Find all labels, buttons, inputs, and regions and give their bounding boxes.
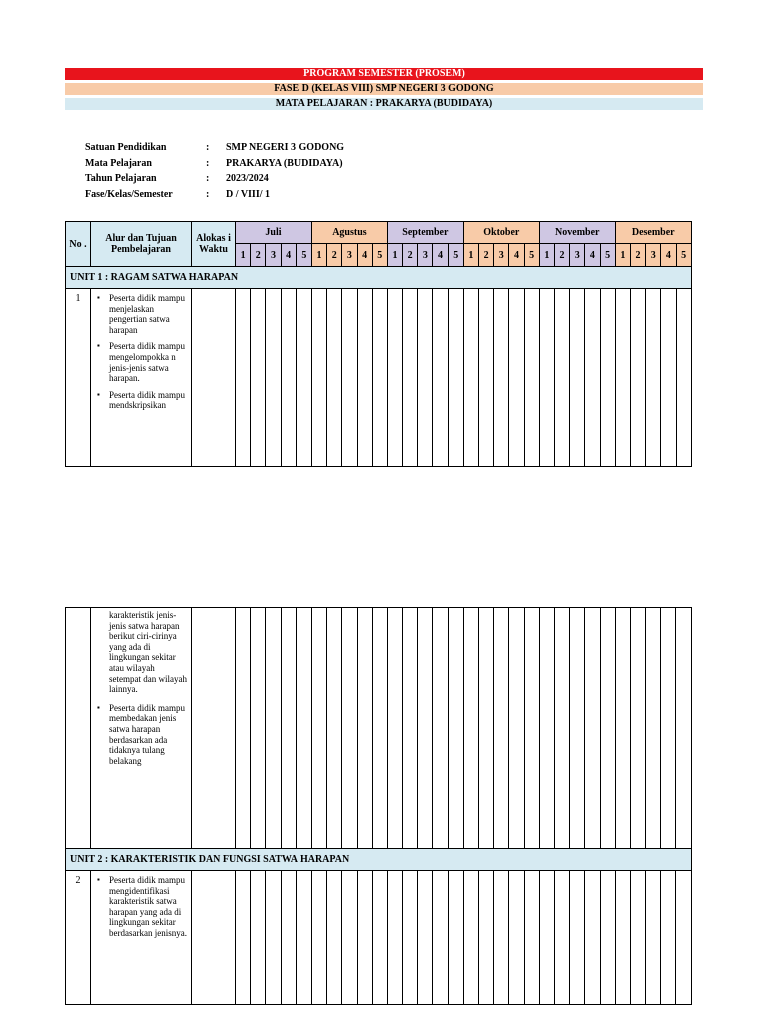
week-cell bbox=[357, 871, 372, 1005]
week-header: 2 bbox=[327, 244, 342, 267]
week-cell bbox=[236, 289, 251, 467]
week-cell bbox=[296, 871, 311, 1005]
week-header: 3 bbox=[342, 244, 357, 267]
week-cell bbox=[600, 871, 615, 1005]
week-header: 4 bbox=[433, 244, 448, 267]
row-number: 1 bbox=[66, 289, 91, 467]
week-cell bbox=[433, 871, 448, 1005]
objective-continuation: karakteristik jenis-jenis satwa harapan berikut ciri-cirinya yang ada di lingkungan sekitar atau wilayah setempat dan wilayah lainnya. bbox=[109, 610, 187, 695]
week-cell bbox=[281, 871, 296, 1005]
month-header: Juli bbox=[236, 222, 312, 244]
week-cell bbox=[615, 289, 630, 467]
week-cell bbox=[448, 871, 463, 1005]
week-cell bbox=[448, 289, 463, 467]
month-header: November bbox=[539, 222, 615, 244]
week-cell bbox=[554, 608, 569, 849]
month-header: Agustus bbox=[311, 222, 387, 244]
week-cell bbox=[251, 871, 266, 1005]
week-cell bbox=[494, 871, 509, 1005]
unit-heading: UNIT 2 : KARAKTERISTIK DAN FUNGSI SATWA HARAPAN bbox=[66, 849, 692, 871]
week-cell bbox=[479, 289, 494, 467]
week-cell bbox=[403, 608, 418, 849]
week-cell bbox=[646, 289, 661, 467]
week-header: 5 bbox=[296, 244, 311, 267]
objectives-cell bbox=[91, 608, 192, 849]
week-cell bbox=[509, 871, 524, 1005]
week-cell bbox=[403, 289, 418, 467]
week-cell bbox=[418, 608, 433, 849]
week-header: 5 bbox=[372, 244, 387, 267]
phase-heading: FASE D (KELAS VIII) SMP NEGERI 3 GODONG bbox=[65, 83, 703, 95]
info-value: PRAKARYA (BUDIDAYA) bbox=[226, 157, 343, 169]
week-header: 4 bbox=[661, 244, 676, 267]
week-header: 5 bbox=[676, 244, 691, 267]
time-allocation-cell bbox=[192, 289, 236, 467]
week-header: 5 bbox=[524, 244, 539, 267]
info-value: SMP NEGERI 3 GODONG bbox=[226, 142, 345, 153]
objectives-cell bbox=[91, 871, 192, 1005]
week-cell bbox=[630, 289, 645, 467]
week-cell bbox=[509, 289, 524, 467]
week-header: 2 bbox=[251, 244, 266, 267]
week-cell bbox=[676, 289, 691, 467]
week-cell bbox=[387, 608, 402, 849]
week-header: 1 bbox=[311, 244, 326, 267]
week-cell bbox=[327, 289, 342, 467]
objective-item: ▪ Peserta didik mampu mendskripsikan bbox=[109, 390, 191, 411]
time-allocation-cell bbox=[192, 871, 236, 1005]
info-colon: : bbox=[206, 173, 210, 185]
week-header: 5 bbox=[448, 244, 463, 267]
time-allocation-cell bbox=[192, 608, 236, 849]
week-cell bbox=[554, 289, 569, 467]
week-cell bbox=[387, 289, 402, 467]
document-title: PROGRAM SEMESTER (PROSEM) bbox=[65, 68, 703, 80]
week-cell bbox=[387, 871, 402, 1005]
week-cell bbox=[494, 608, 509, 849]
info-label: Fase/Kelas/Semester bbox=[85, 189, 173, 201]
column-header-alur: Alur dan Tujuan Pembelajaran bbox=[91, 222, 192, 267]
week-header: 1 bbox=[539, 244, 554, 267]
week-cell bbox=[539, 289, 554, 467]
info-label: Mata Pelajaran bbox=[85, 157, 152, 169]
week-cell bbox=[524, 608, 539, 849]
week-cell bbox=[661, 289, 676, 467]
week-header: 2 bbox=[630, 244, 645, 267]
week-header: 2 bbox=[479, 244, 494, 267]
program-semester-table bbox=[65, 221, 692, 467]
week-cell bbox=[433, 289, 448, 467]
week-cell bbox=[311, 608, 326, 849]
month-header: Oktober bbox=[463, 222, 539, 244]
week-cell bbox=[311, 871, 326, 1005]
row-number bbox=[66, 608, 91, 849]
week-header: 1 bbox=[236, 244, 251, 267]
week-cell bbox=[539, 871, 554, 1005]
info-colon: : bbox=[206, 157, 210, 169]
objective-item: ▪ Peserta didik mampu menjelaskan pengertian satwa harapan bbox=[109, 293, 191, 335]
info-label: Satuan Pendidikan bbox=[85, 142, 167, 153]
objective-item: ▪ Peserta didik mampu membedakan jenis satwa harapan berdasarkan ada tidaknya tulang belakang bbox=[109, 703, 191, 767]
info-value: 2023/2024 bbox=[226, 173, 269, 185]
unit-heading: UNIT 1 : RAGAM SATWA HARAPAN bbox=[66, 267, 692, 289]
week-cell bbox=[342, 608, 357, 849]
week-cell bbox=[251, 608, 266, 849]
program-semester-table-continued bbox=[65, 607, 692, 1005]
week-header: 1 bbox=[463, 244, 478, 267]
week-header: 4 bbox=[281, 244, 296, 267]
week-cell bbox=[494, 289, 509, 467]
week-cell bbox=[433, 608, 448, 849]
week-cell bbox=[357, 608, 372, 849]
month-header: September bbox=[387, 222, 463, 244]
week-header: 3 bbox=[418, 244, 433, 267]
week-header: 4 bbox=[585, 244, 600, 267]
week-cell bbox=[661, 608, 676, 849]
week-cell bbox=[479, 608, 494, 849]
week-cell bbox=[570, 871, 585, 1005]
week-header: 2 bbox=[403, 244, 418, 267]
week-cell bbox=[676, 608, 691, 849]
week-cell bbox=[600, 608, 615, 849]
week-cell bbox=[251, 289, 266, 467]
info-colon: : bbox=[206, 189, 210, 201]
week-cell bbox=[266, 289, 281, 467]
column-header-no: No . bbox=[66, 222, 91, 267]
week-cell bbox=[509, 608, 524, 849]
week-cell bbox=[327, 871, 342, 1005]
objective-item: ▪ Peserta didik mampu mengelompokka n jenis-jenis satwa harapan. bbox=[109, 341, 191, 383]
week-cell bbox=[630, 608, 645, 849]
week-cell bbox=[479, 871, 494, 1005]
week-cell bbox=[342, 871, 357, 1005]
week-cell bbox=[463, 871, 478, 1005]
week-cell bbox=[236, 871, 251, 1005]
week-cell bbox=[524, 871, 539, 1005]
month-header: Desember bbox=[615, 222, 691, 244]
week-cell bbox=[281, 608, 296, 849]
week-header: 3 bbox=[266, 244, 281, 267]
week-cell bbox=[615, 608, 630, 849]
week-cell bbox=[342, 289, 357, 467]
subject-heading: MATA PELAJARAN : PRAKARYA (BUDIDAYA) bbox=[65, 98, 703, 110]
week-cell bbox=[661, 871, 676, 1005]
week-cell bbox=[524, 289, 539, 467]
week-cell bbox=[539, 608, 554, 849]
week-cell bbox=[570, 608, 585, 849]
week-cell bbox=[372, 289, 387, 467]
week-cell bbox=[646, 608, 661, 849]
week-cell bbox=[676, 871, 691, 1005]
week-cell bbox=[296, 289, 311, 467]
week-cell bbox=[600, 289, 615, 467]
objectives-cell bbox=[91, 289, 192, 467]
week-cell bbox=[266, 608, 281, 849]
week-cell bbox=[403, 871, 418, 1005]
week-cell bbox=[281, 289, 296, 467]
week-cell bbox=[630, 871, 645, 1005]
week-cell bbox=[615, 871, 630, 1005]
week-cell bbox=[585, 871, 600, 1005]
week-cell bbox=[646, 871, 661, 1005]
week-header: 4 bbox=[509, 244, 524, 267]
week-header: 3 bbox=[570, 244, 585, 267]
info-value: D / VIII/ 1 bbox=[226, 189, 270, 201]
info-label: Tahun Pelajaran bbox=[85, 173, 157, 185]
week-cell bbox=[585, 608, 600, 849]
week-cell bbox=[357, 289, 372, 467]
week-cell bbox=[463, 608, 478, 849]
week-header: 3 bbox=[646, 244, 661, 267]
week-cell bbox=[448, 608, 463, 849]
week-cell bbox=[463, 289, 478, 467]
week-cell bbox=[418, 289, 433, 467]
objective-item: ▪ Peserta didik mampu mengidentifikasi karakteristik satwa harapan yang ada di lingkungan sekitar berdasarkan jenisnya. bbox=[109, 875, 191, 939]
week-header: 2 bbox=[554, 244, 569, 267]
week-cell bbox=[296, 608, 311, 849]
week-cell bbox=[372, 608, 387, 849]
column-header-alokasi: Alokas i Waktu bbox=[192, 222, 236, 267]
row-number: 2 bbox=[66, 871, 91, 1005]
week-cell bbox=[372, 871, 387, 1005]
week-cell bbox=[236, 608, 251, 849]
week-header: 3 bbox=[494, 244, 509, 267]
week-cell bbox=[418, 871, 433, 1005]
week-header: 1 bbox=[387, 244, 402, 267]
week-cell bbox=[311, 289, 326, 467]
week-cell bbox=[554, 871, 569, 1005]
week-cell bbox=[327, 608, 342, 849]
week-header: 1 bbox=[615, 244, 630, 267]
week-cell bbox=[570, 289, 585, 467]
week-header: 4 bbox=[357, 244, 372, 267]
week-cell bbox=[585, 289, 600, 467]
week-cell bbox=[266, 871, 281, 1005]
week-header: 5 bbox=[600, 244, 615, 267]
info-colon: : bbox=[206, 142, 210, 153]
